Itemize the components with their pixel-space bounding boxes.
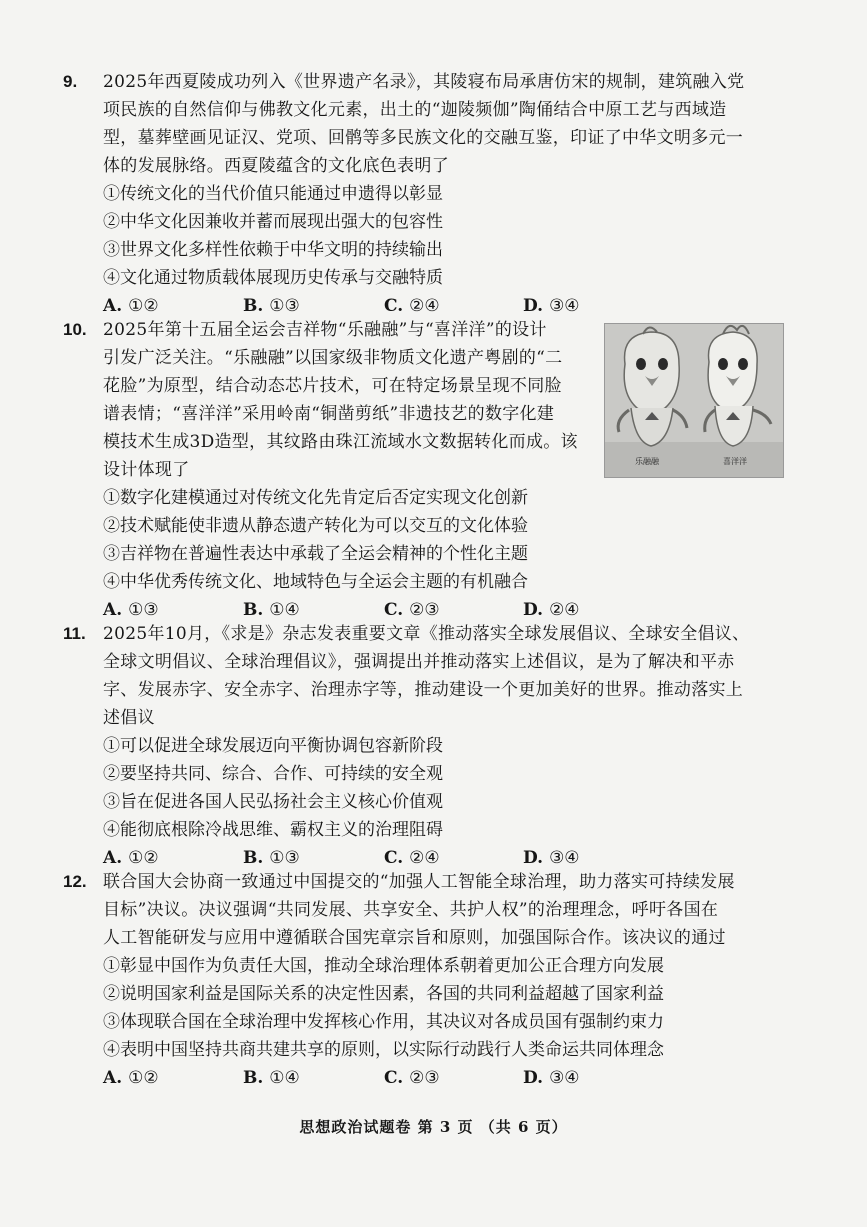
stem-line: 型，墓葬壁画见证汉、党项、回鹘等多民族文化的交融互鉴，印证了中华文明多元一 [103,128,744,148]
statement-option: ④中华优秀传统文化、地域特色与全运会主题的有机融合 [103,572,528,592]
statement-option: ②说明国家利益是国际关系的决定性因素，各国的共同利益超越了国家利益 [103,984,664,1004]
statement-option: ③旨在促进各国人民弘扬社会主义核心价值观 [103,792,443,812]
stem-line: 模技术生成3D造型，其纹路由珠江流域水文数据转化而成。该 [103,432,578,452]
mascot-photo [604,323,784,478]
choice-d: D. ③④ [523,296,580,316]
statement-option: ②要坚持共同、综合、合作、可持续的安全观 [103,764,443,784]
choice-a: A. ①③ [103,600,159,620]
choice-a: A. ①② [103,848,159,868]
choice-c: C. ②④ [384,848,440,868]
statement-option: ④文化通过物质载体展现历史传承与交融特质 [103,268,443,288]
statement-option: ①数字化建模通过对传统文化先肯定后否定实现文化创新 [103,488,528,508]
statement-option: ③吉祥物在普遍性表达中承载了全运会精神的个性化主题 [103,544,528,564]
choice-b: B. ①③ [243,296,300,316]
choice-d: D. ③④ [523,1068,580,1088]
choice-b: B. ①④ [243,600,300,620]
page-footer: 思想政治试题卷 第 3 页 （共 6 页） [299,1118,568,1136]
stem-line: 述倡议 [103,708,155,728]
stem-line: 联合国大会协商一致通过中国提交的“加强人工智能全球治理，助力落实可持续发展 [103,872,735,892]
stem-line: 全球文明倡议、全球治理倡议》，强调提出并推动落实上述倡议，是为了解决和平赤 [103,652,735,672]
stem-line: 2025年西夏陵成功列入《世界遗产名录》，其陵寝布局承唐仿宋的规制，建筑融入党 [103,72,745,92]
choice-b: B. ①③ [243,848,300,868]
statement-option: ①彰显中国作为负责任大国，推动全球治理体系朝着更加公正合理方向发展 [103,956,664,976]
question-number: 9. [63,72,78,91]
choice-c: C. ②③ [384,1068,440,1088]
stem-line: 项民族的自然信仰与佛教文化元素，出土的“迦陵频伽”陶俑结合中原工艺与西域造 [103,100,727,120]
statement-option: ④能彻底根除冷战思维、霸权主义的治理阻碍 [103,820,443,840]
question-number: 12. [63,872,87,891]
choice-c: C. ②③ [384,600,440,620]
choice-d: D. ③④ [523,848,580,868]
statement-option: ③体现联合国在全球治理中发挥核心作用，其决议对各成员国有强制约束力 [103,1012,664,1032]
statement-option: ②中华文化因兼收并蓄而展现出强大的包容性 [103,212,443,232]
stem-line: 引发广泛关注。“乐融融”以国家级非物质文化遗产粤剧的“二 [103,348,563,368]
statement-option: ①传统文化的当代价值只能通过申遗得以彰显 [103,184,443,204]
choice-c: C. ②④ [384,296,440,316]
statement-option: ②技术赋能使非遗从静态遗产转化为可以交互的文化体验 [103,516,528,536]
stem-line: 字、发展赤字、安全赤字、治理赤字等，推动建设一个更加美好的世界。推动落实上 [103,680,744,700]
statement-option: ③世界文化多样性依赖于中华文明的持续输出 [103,240,443,260]
mascot-caption-left: 乐融融 [635,457,659,466]
choice-d: D. ②④ [523,600,580,620]
question-number: 11. [63,624,86,643]
stem-line: 体的发展脉络。西夏陵蕴含的文化底色表明了 [103,156,449,176]
choice-a: A. ①② [103,296,159,316]
mascot-illustration [605,324,783,477]
question-number: 10. [63,320,87,339]
statement-option: ④表明中国坚持共商共建共享的原则，以实际行动践行人类命运共同体理念 [103,1040,664,1060]
statement-option: ①可以促进全球发展迈向平衡协调包容新阶段 [103,736,443,756]
choice-b: B. ①④ [243,1068,300,1088]
choice-a: A. ①② [103,1068,159,1088]
stem-line: 人工智能研发与应用中遵循联合国宪章宗旨和原则，加强国际合作。该决议的通过 [103,928,726,948]
stem-line: 2025年第十五届全运会吉祥物“乐融融”与“喜洋洋”的设计 [103,320,547,340]
stem-line: 2025年10月，《求是》杂志发表重要文章《推动落实全球发展倡议、全球安全倡议、 [103,624,750,644]
stem-line: 谱表情；“喜洋洋”采用岭南“铜凿剪纸”非遗技艺的数字化建 [103,404,555,424]
stem-line: 花脸”为原型，结合动态芯片技术，可在特定场景呈现不同脸 [103,376,562,396]
mascot-caption-right: 喜洋洋 [723,457,747,466]
stem-line: 目标”决议。决议强调“共同发展、共享安全、共护人权”的治理理念，呼吁各国在 [103,900,719,920]
stem-line: 设计体现了 [103,460,190,480]
